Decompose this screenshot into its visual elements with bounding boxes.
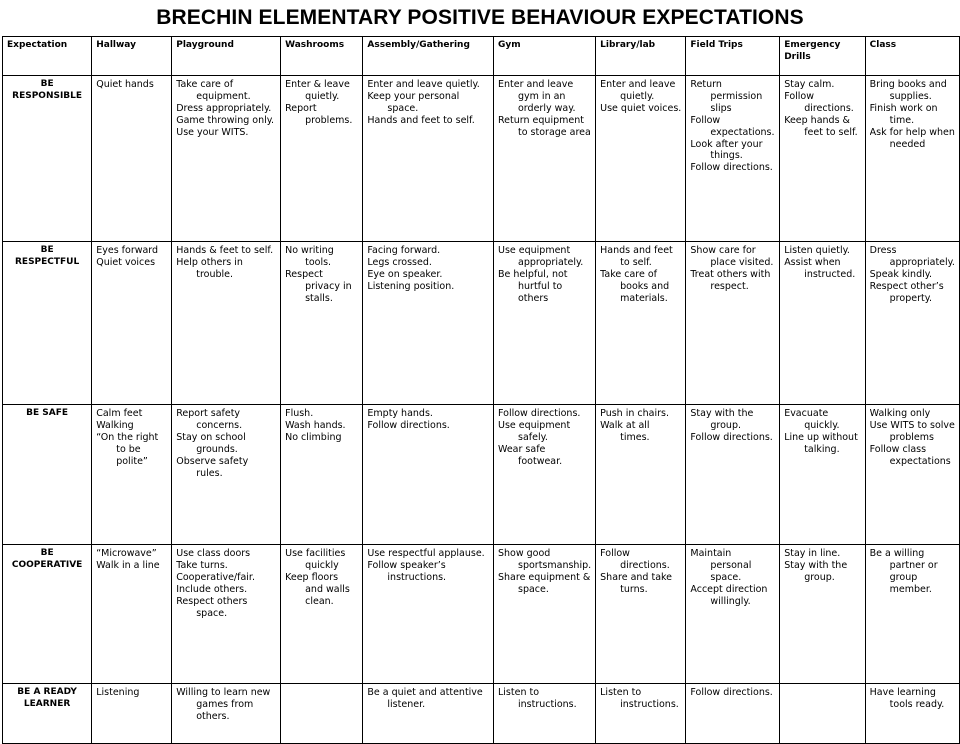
table-cell [865, 76, 959, 242]
table-row [3, 545, 960, 684]
cell-line: Follow directions. [784, 90, 854, 114]
cell-line: Include others. [176, 583, 248, 595]
cell-line: No climbing [285, 431, 342, 443]
table-cell [686, 242, 780, 405]
table-cell [172, 545, 281, 684]
cell-line: Flush. [285, 408, 314, 419]
cell-line: Use respectful applause. [367, 548, 485, 559]
cell-line: Maintain personal space. [690, 548, 752, 583]
cell-line: Legs crossed. [367, 256, 432, 268]
table-cell [596, 545, 686, 684]
cell-line: Listening [96, 687, 140, 698]
cell-line: Use facilities quickly [285, 548, 346, 571]
cell-line: Enter and leave quietly. [367, 79, 480, 90]
cell-line: Keep floors and walls clean. [285, 571, 350, 607]
cell-line: Use quiet voices. [600, 102, 682, 114]
table-cell [494, 545, 596, 684]
table-cell [686, 684, 780, 744]
cell-line: Listen to instructions. [600, 687, 679, 710]
cell-line: Follow directions. [367, 419, 450, 431]
table-cell [686, 76, 780, 242]
cell-line: Willing to learn new games from others. [176, 687, 271, 722]
cell-line: Stay with the group. [690, 408, 754, 431]
cell-line: Report problems. [285, 102, 353, 126]
cell-line: Respect others space. [176, 595, 248, 619]
expectation-label: BE COOPERATIVE [3, 545, 92, 684]
cell-line: Eyes forward [96, 245, 159, 256]
cell-line: Be a quiet and attentive listener. [367, 687, 483, 710]
cell-line: Return equipment to storage area [498, 114, 591, 138]
cell-line: Follow class expectations [869, 443, 951, 467]
cell-line: Follow expectations. [690, 114, 775, 138]
column-header: Washrooms [281, 37, 363, 76]
table-cell [92, 405, 172, 545]
column-header: Gym [494, 37, 596, 76]
table-cell [363, 545, 494, 684]
cell-line: Assist when instructed. [784, 256, 856, 280]
table-cell [865, 405, 959, 545]
table-cell [596, 242, 686, 405]
table-cell [596, 684, 686, 744]
cell-line: “Microwave” [96, 548, 157, 559]
table-cell [281, 242, 363, 405]
table-row [3, 684, 960, 744]
cell-line: Use WITS to solve problems [869, 419, 955, 443]
cell-line: Stay with the group. [784, 559, 848, 583]
cell-line: Hands & feet to self. [176, 245, 274, 256]
cell-line: Follow directions. [690, 162, 773, 174]
table-row [3, 242, 960, 405]
cell-line: Walk at all times. [600, 419, 650, 443]
table-row [3, 405, 960, 545]
column-header: Playground [172, 37, 281, 76]
cell-line: Treat others with respect. [690, 268, 771, 292]
cell-line: Respect privacy in stalls. [285, 268, 352, 304]
table-cell [596, 405, 686, 545]
column-header: Library/lab [596, 37, 686, 76]
cell-line: Walking only [869, 408, 931, 419]
table-cell [686, 405, 780, 545]
cell-line: Bring books and supplies. [869, 79, 947, 102]
table-row [3, 76, 960, 242]
table-cell [686, 545, 780, 684]
cell-line: No writing tools. [285, 245, 334, 268]
cell-line: Ask for help when needed [869, 126, 955, 150]
cell-line: Enter and leave gym in an orderly way. [498, 79, 576, 114]
cell-line: Use equipment safely. [498, 419, 571, 443]
cell-line: Listening position. [367, 280, 455, 292]
table-cell [281, 545, 363, 684]
cell-line: Stay in line. [784, 548, 841, 559]
cell-line: Empty hands. [367, 408, 433, 419]
expectation-label: BE RESPECTFUL [3, 242, 92, 405]
cell-line: Calm feet [96, 408, 143, 419]
table-cell [363, 405, 494, 545]
cell-line: Use class doors [176, 548, 251, 559]
table-cell [494, 242, 596, 405]
table-cell [780, 242, 865, 405]
table-cell [780, 684, 865, 744]
table-cell [172, 405, 281, 545]
table-cell [172, 242, 281, 405]
cell-line: Wash hands. [285, 419, 346, 431]
cell-line: Follow directions. [600, 548, 670, 571]
cell-line: Follow speaker’s instructions. [367, 559, 447, 583]
cell-line: Dress appropriately. [176, 102, 272, 114]
cell-line: Cooperative/fair. [176, 571, 255, 583]
cell-line: Be a willing partner or group member. [869, 548, 938, 595]
cell-line: Look after your things. [690, 138, 763, 162]
cell-line: Follow directions. [690, 687, 773, 698]
table-cell [780, 405, 865, 545]
cell-line: Follow directions. [690, 431, 773, 443]
cell-line: Facing forward. [367, 245, 441, 256]
cell-line: Listen to instructions. [498, 687, 577, 710]
expectation-label: BE SAFE [3, 405, 92, 545]
table-cell [494, 405, 596, 545]
cell-line: Quiet voices [96, 256, 156, 268]
table-cell [363, 684, 494, 744]
header-row [3, 37, 960, 76]
table-cell [172, 684, 281, 744]
cell-line: Follow directions. [498, 408, 581, 419]
cell-line: Use equipment appropriately. [498, 245, 584, 268]
cell-line: Return permission slips [690, 79, 763, 114]
cell-line: Share and take turns. [600, 571, 673, 595]
cell-line: Enter & leave quietly. [285, 79, 350, 102]
cell-line: Speak kindly. [869, 268, 933, 280]
cell-line: Keep your personal space. [367, 90, 460, 114]
cell-line: Take turns. [176, 559, 228, 571]
table-cell [780, 76, 865, 242]
table-cell [780, 545, 865, 684]
expectation-label: BE A READY LEARNER [3, 684, 92, 744]
table-cell [281, 684, 363, 744]
column-header: Expectation [3, 37, 92, 76]
table-body [3, 76, 960, 744]
cell-line: Take care of equipment. [176, 79, 251, 102]
cell-line: Eye on speaker. [367, 268, 443, 280]
cell-line: Game throwing only. [176, 114, 275, 126]
cell-line: “On the right to be polite” [96, 431, 159, 467]
column-header: Field Trips [686, 37, 780, 76]
cell-line: Respect other’s property. [869, 280, 944, 304]
table-cell [865, 545, 959, 684]
table-cell [281, 405, 363, 545]
table-cell [865, 684, 959, 744]
cell-line: Evacuate quickly. [784, 408, 840, 431]
cell-line: Share equipment & space. [498, 571, 591, 595]
cell-line: Wear safe footwear. [498, 443, 563, 467]
table-cell [92, 76, 172, 242]
cell-line: Accept direction willingly. [690, 583, 768, 607]
table-cell [281, 76, 363, 242]
table-cell [494, 76, 596, 242]
cell-line: Show care for place visited. [690, 245, 774, 268]
cell-line: Enter and leave quietly. [600, 79, 676, 102]
cell-line: Hands and feet to self. [367, 114, 475, 126]
cell-line: Walking [96, 419, 134, 431]
table-cell [494, 684, 596, 744]
cell-line: Be helpful, not hurtful to others [498, 268, 568, 304]
table-cell [92, 242, 172, 405]
cell-line: Show good sportsmanship. [498, 548, 592, 571]
page-title: BRECHIN ELEMENTARY POSITIVE BEHAVIOUR EXPECTATIONS [156, 6, 804, 29]
column-header: Assembly/Gathering [363, 37, 494, 76]
cell-line: Keep hands & feet to self. [784, 114, 858, 138]
column-header: Hallway [92, 37, 172, 76]
cell-line: Observe safety rules. [176, 455, 249, 479]
cell-line: Report safety concerns. [176, 408, 243, 431]
table-cell [92, 684, 172, 744]
table-cell [865, 242, 959, 405]
cell-line: Listen quietly. [784, 245, 850, 256]
cell-line: Dress appropriately. [869, 245, 955, 268]
cell-line: Stay calm. [784, 79, 835, 90]
cell-line: Hands and feet to self. [600, 245, 673, 268]
cell-line: Take care of books and materials. [600, 268, 670, 304]
cell-line: Quiet hands [96, 79, 154, 90]
expectations-table [2, 36, 960, 744]
column-header: Class [865, 37, 959, 76]
table-cell [172, 76, 281, 242]
cell-line: Push in chairs. [600, 408, 669, 419]
table-cell [596, 76, 686, 242]
cell-line: Finish work on time. [869, 102, 938, 126]
cell-line: Help others in trouble. [176, 256, 243, 280]
column-header: Emergency Drills [780, 37, 865, 76]
cell-line: Use your WITS. [176, 126, 249, 138]
table-cell [363, 242, 494, 405]
expectation-label: BE RESPONSIBLE [3, 76, 92, 242]
table-cell [92, 545, 172, 684]
cell-line: Line up without talking. [784, 431, 858, 455]
cell-line: Stay on school grounds. [176, 431, 246, 455]
cell-line: Walk in a line [96, 559, 160, 571]
table-cell [363, 76, 494, 242]
cell-line: Have learning tools ready. [869, 687, 945, 710]
